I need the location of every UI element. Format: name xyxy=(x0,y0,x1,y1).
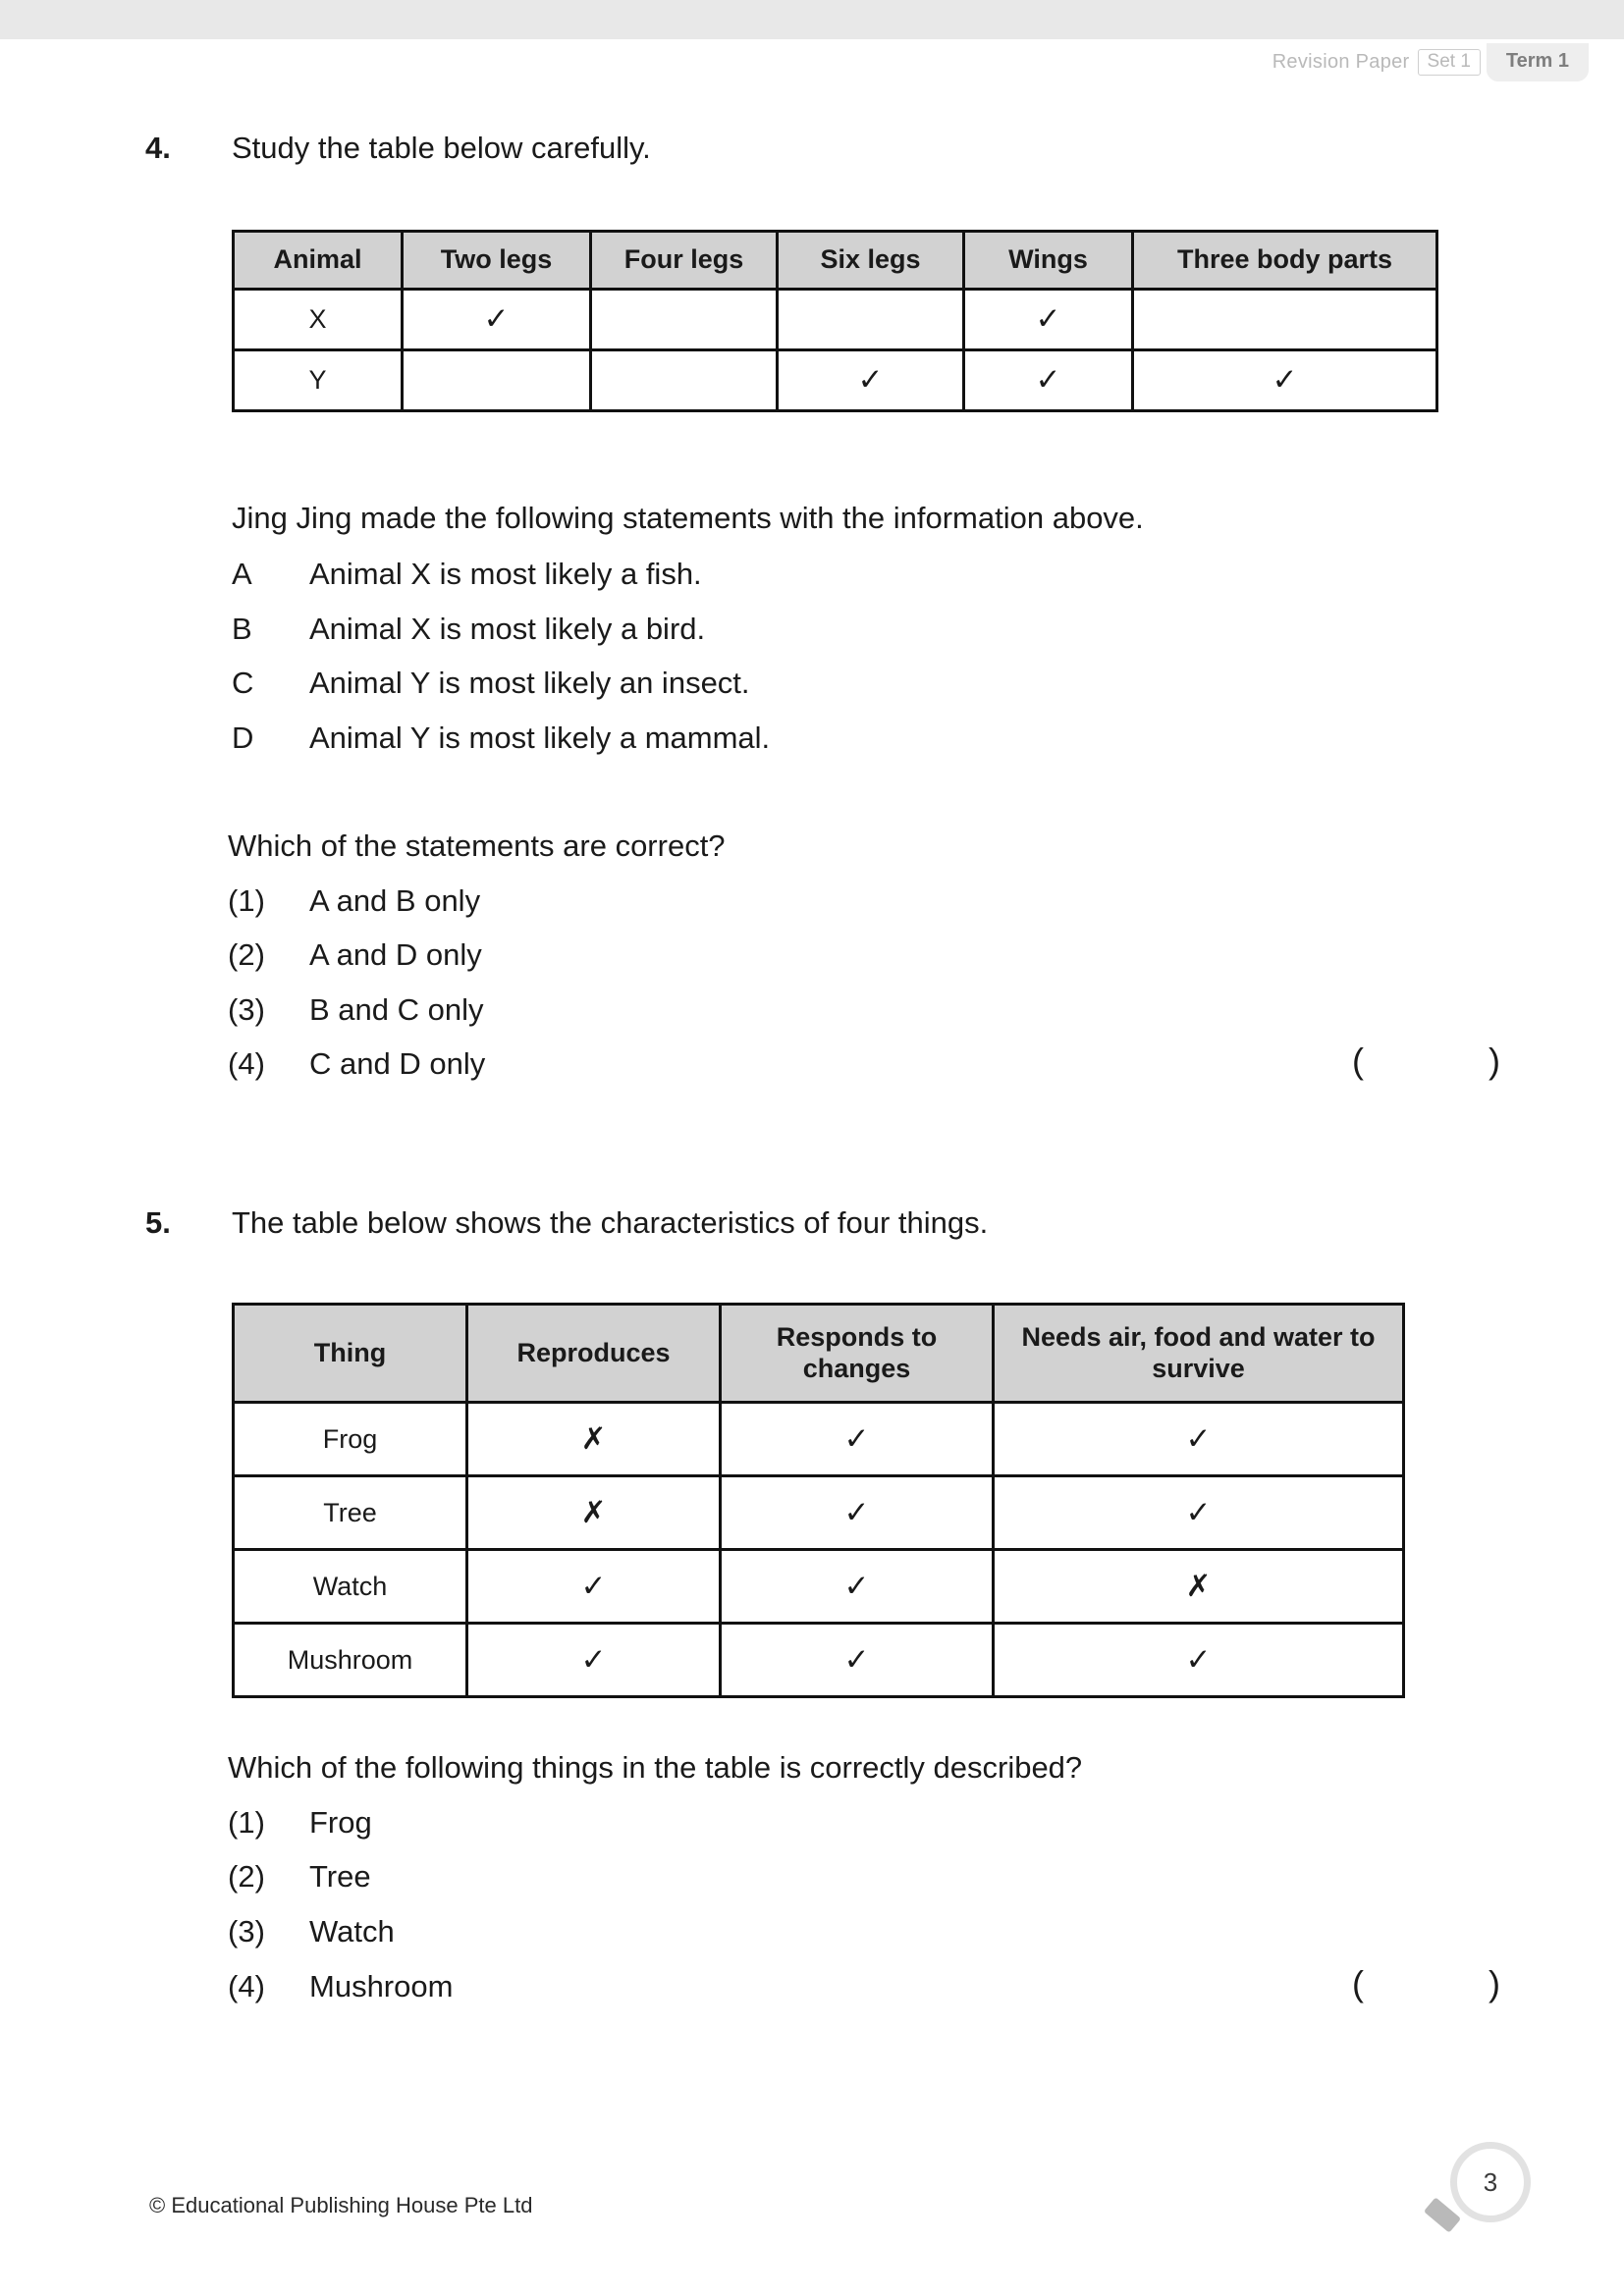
things-th-reproduces: Reproduces xyxy=(467,1305,721,1403)
q5-answer-bracket-open: ( xyxy=(1352,1963,1364,2003)
running-header xyxy=(1272,43,1589,80)
q4-answer-bracket-open: ( xyxy=(1352,1041,1364,1081)
page-top-band xyxy=(0,0,1624,39)
q5-option-4-number[interactable]: (4) xyxy=(228,1969,265,2003)
animals-row-x-three-body-parts xyxy=(1133,290,1437,350)
things-row-tree-name: Tree xyxy=(234,1476,467,1550)
things-row-frog-needs xyxy=(994,1403,1404,1476)
statement-c-label: C xyxy=(232,666,254,700)
check-icon: ✓ xyxy=(857,362,884,397)
check-icon: ✓ xyxy=(1185,1420,1212,1456)
cross-icon: ✗ xyxy=(580,1494,607,1529)
question-4-number: 4. xyxy=(145,131,171,165)
things-th-needs: Needs air, food and water to survive xyxy=(994,1305,1404,1403)
question-5-stem: The table below shows the characteristics of four things. xyxy=(232,1205,989,1240)
things-table xyxy=(232,1303,1405,1698)
q4-option-2-number[interactable]: (2) xyxy=(228,937,265,972)
things-row-tree-responds xyxy=(721,1476,994,1550)
animals-th-animal: Animal xyxy=(234,232,403,290)
running-header-title: Revision Paper xyxy=(1272,50,1410,73)
animals-row-y-three-body-parts xyxy=(1133,350,1437,411)
things-row-mushroom-name: Mushroom xyxy=(234,1624,467,1697)
animals-row-y-name: Y xyxy=(234,350,403,411)
animals-row-y-six-legs xyxy=(778,350,964,411)
check-icon: ✓ xyxy=(1185,1494,1212,1529)
q4-option-4-text[interactable]: C and D only xyxy=(309,1046,486,1081)
animals-row-y-four-legs xyxy=(591,350,778,411)
q5-option-3-number[interactable]: (3) xyxy=(228,1914,265,1949)
check-icon: ✓ xyxy=(1035,362,1061,397)
q4-option-3-number[interactable]: (3) xyxy=(228,992,265,1027)
things-row-frog-responds xyxy=(721,1403,994,1476)
q4-option-3-text[interactable]: B and C only xyxy=(309,992,484,1027)
things-th-thing: Thing xyxy=(234,1305,467,1403)
animals-table xyxy=(232,230,1438,412)
things-row-watch-responds xyxy=(721,1550,994,1624)
question-5-number: 5. xyxy=(145,1205,171,1240)
things-row-watch-name: Watch xyxy=(234,1550,467,1624)
q4-option-4-number[interactable]: (4) xyxy=(228,1046,265,1081)
check-icon: ✓ xyxy=(843,1641,870,1677)
animals-th-six-legs: Six legs xyxy=(778,232,964,290)
question-4-prompt: Which of the statements are correct? xyxy=(228,828,726,863)
things-row-mushroom-reproduces xyxy=(467,1624,721,1697)
things-th-responds: Responds to changes xyxy=(721,1305,994,1403)
check-icon: ✓ xyxy=(580,1641,607,1677)
things-table-header-row xyxy=(234,1305,1404,1403)
q4-answer-bracket-close: ) xyxy=(1489,1041,1500,1081)
statement-d-text: Animal Y is most likely a mammal. xyxy=(309,721,771,755)
table-row xyxy=(234,350,1437,411)
animals-th-four-legs: Four legs xyxy=(591,232,778,290)
q5-option-4-text[interactable]: Mushroom xyxy=(309,1969,454,2003)
check-icon: ✓ xyxy=(483,301,510,336)
cross-icon: ✗ xyxy=(1185,1568,1212,1603)
animals-th-wings: Wings xyxy=(964,232,1133,290)
check-icon: ✓ xyxy=(580,1568,607,1603)
statement-a-text: Animal X is most likely a fish. xyxy=(309,557,702,591)
q5-option-2-number[interactable]: (2) xyxy=(228,1859,265,1894)
animals-row-x-four-legs xyxy=(591,290,778,350)
term-badge: Term 1 xyxy=(1487,43,1589,81)
q5-option-1-number[interactable]: (1) xyxy=(228,1805,265,1840)
page-number-badge xyxy=(1416,2134,1563,2252)
table-row xyxy=(234,1403,1404,1476)
statement-b-label: B xyxy=(232,612,252,646)
things-row-frog-reproduces xyxy=(467,1403,721,1476)
set-badge: Set 1 xyxy=(1418,49,1481,76)
table-row xyxy=(234,290,1437,350)
animals-row-x-wings xyxy=(964,290,1133,350)
cross-icon: ✗ xyxy=(580,1420,607,1456)
statement-b-text: Animal X is most likely a bird. xyxy=(309,612,706,646)
question-5-prompt: Which of the following things in the table is correctly described? xyxy=(228,1750,1083,1785)
statement-c-text: Animal Y is most likely an insect. xyxy=(309,666,750,700)
things-row-frog-name: Frog xyxy=(234,1403,467,1476)
statement-d-label: D xyxy=(232,721,254,755)
things-row-tree-needs xyxy=(994,1476,1404,1550)
things-row-mushroom-needs xyxy=(994,1624,1404,1697)
things-row-tree-reproduces xyxy=(467,1476,721,1550)
check-icon: ✓ xyxy=(1035,301,1061,336)
animals-row-y-two-legs xyxy=(403,350,591,411)
animals-table-header-row xyxy=(234,232,1437,290)
things-row-mushroom-responds xyxy=(721,1624,994,1697)
copyright-notice: © Educational Publishing House Pte Ltd xyxy=(149,2193,533,2217)
things-row-watch-needs xyxy=(994,1550,1404,1624)
q5-option-1-text[interactable]: Frog xyxy=(309,1805,372,1840)
table-row xyxy=(234,1550,1404,1624)
page-number: 3 xyxy=(1450,2142,1531,2222)
check-icon: ✓ xyxy=(843,1494,870,1529)
q5-option-3-text[interactable]: Watch xyxy=(309,1914,395,1949)
check-icon: ✓ xyxy=(843,1568,870,1603)
question-4-stem: Study the table below carefully. xyxy=(232,131,651,165)
check-icon: ✓ xyxy=(1272,362,1298,397)
check-icon: ✓ xyxy=(843,1420,870,1456)
q5-answer-bracket-close: ) xyxy=(1489,1963,1500,2003)
things-row-watch-reproduces xyxy=(467,1550,721,1624)
table-row xyxy=(234,1624,1404,1697)
animals-row-y-wings xyxy=(964,350,1133,411)
table-row xyxy=(234,1476,1404,1550)
animals-th-two-legs: Two legs xyxy=(403,232,591,290)
q4-option-1-text[interactable]: A and B only xyxy=(309,883,481,918)
animals-row-x-name: X xyxy=(234,290,403,350)
animals-row-x-six-legs xyxy=(778,290,964,350)
question-4-intro: Jing Jing made the following statements with the information above. xyxy=(232,501,1144,535)
q4-option-1-number[interactable]: (1) xyxy=(228,883,265,918)
animals-th-three-body-parts: Three body parts xyxy=(1133,232,1437,290)
statement-a-label: A xyxy=(232,557,252,591)
animals-row-x-two-legs xyxy=(403,290,591,350)
check-icon: ✓ xyxy=(1185,1641,1212,1677)
q4-option-2-text[interactable]: A and D only xyxy=(309,937,482,972)
q5-option-2-text[interactable]: Tree xyxy=(309,1859,371,1894)
